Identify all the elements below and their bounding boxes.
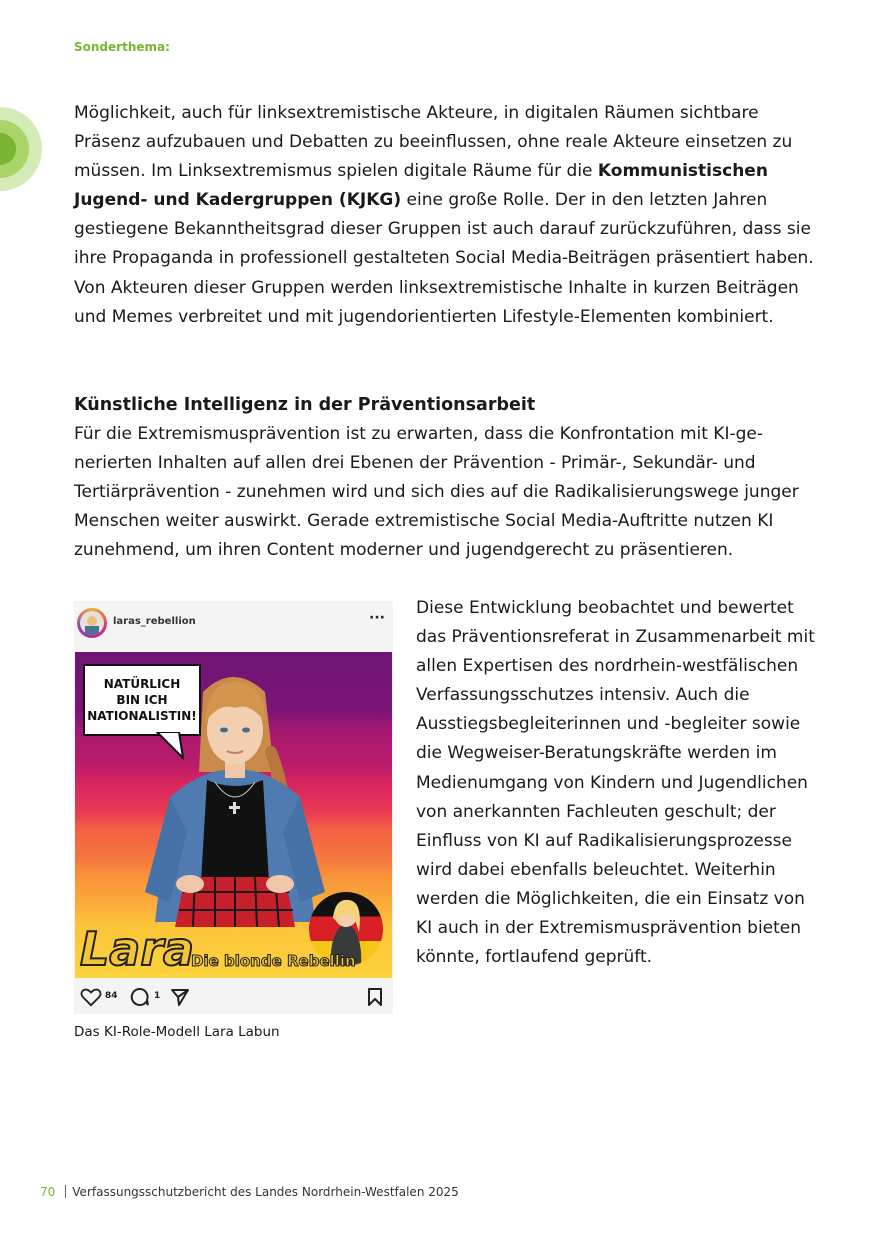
- instagram-post: [74, 601, 393, 1014]
- side-paragraph: Diese Entwicklung beobachtet und bewertet das Präventionsreferat in Zusammenarbeit mit allen Expertisen des nordrhein-westfälischen Verfassungsschutzes intensiv. Auch die Ausstiegsbegleiterinnen und -begleiter sowie die Wegweiser-Beratungskräfte werden im Medienumgang von Kindern und Jugendlichen von anerkannten Fachleuten geschult; der Einfluss von KI auf Radikalisierungsprozesse wird dabei ebenfalls beleuchtet. Weiterhin werden die Möglichkeiten, die ein Einsatz von KI auch in der Extremismusprävention bieten könnte, fortlaufend geprüft.: [416, 598, 815, 968]
- page-number: 70: [40, 1185, 56, 1199]
- post-actions: [74, 981, 393, 1014]
- heart-icon[interactable]: [80, 987, 102, 1007]
- section-label: Sonderthema:: [74, 40, 170, 54]
- more-options-icon[interactable]: ···: [369, 610, 385, 626]
- speech-bubble: NATÜRLICH BIN ICH NATIONALISTIN!: [83, 664, 201, 736]
- post-username[interactable]: laras_rebellion: [113, 616, 196, 627]
- share-icon[interactable]: [170, 987, 190, 1007]
- comment-icon[interactable]: [130, 987, 150, 1007]
- lara-logo: Lara: [80, 922, 195, 976]
- section-paragraph: Für die Extremismusprävention ist zu erwarten, dass die Konfrontation mit KI-generierten Inhalten auf allen drei Ebenen der Prävention - Primär-, Sekundär- und Tertiärprävention - zunehmen wird und sich dies auf die Radikalisierungswege junger Menschen weiter auswirkt. Gerade extremistische Social Media-Auftritte nutzen KI zunehmend, um ihren Content moderner und jugendgerecht zu präsentieren.: [74, 424, 799, 561]
- post-tagline: Die blonde Rebellin: [191, 952, 356, 970]
- speech-bubble-tail: [155, 732, 185, 760]
- like-count: 84: [105, 991, 118, 1001]
- post-image: [75, 652, 392, 978]
- image-caption: Das KI-Role-Modell Lara Labun: [74, 1024, 280, 1040]
- page-footer: [40, 1185, 459, 1199]
- footer-divider: [65, 1185, 66, 1198]
- post-header: [74, 601, 393, 651]
- kjkg-highlight: Kommunistischen Jugend- und Kadergruppen (KJKG): [74, 161, 768, 211]
- intro-paragraph: Möglichkeit, auch für linksextremistische Akteure, in digitalen Räumen sichtbare Präsenz aufzubauen und Debatten zu beeinflussen, ohne reale Akteure einsetzen zu müssen. Im Linksextremismus spielen digitale Räume für die Kommunistischen Jugend- und Kadergruppen (KJKG) eine große Rolle. Der in den letzten Jahren gestiegene Bekanntheitsgrad dieser Gruppen ist auch darauf zurückzuführen, dass sie ihre Propaganda in professionell gestalteten Social Media-Beiträgen präsentiert haben. Von Akteuren dieser Gruppen werden linksextremistische Inhalte in kurzen Beiträgen und Memes verbreitet und mit jugendorientierten Lifestyle-Elementen kombiniert.: [74, 103, 814, 327]
- decorative-circles: [0, 107, 42, 191]
- section-heading: Künstliche Intelligenz in der Präventionsarbeit: [74, 395, 536, 415]
- bookmark-icon[interactable]: [367, 987, 383, 1007]
- avatar[interactable]: [77, 608, 107, 638]
- footer-title: Verfassungsschutzbericht des Landes Nordrhein-Westfalen 2025: [72, 1185, 459, 1199]
- comment-count: 1: [154, 991, 161, 1001]
